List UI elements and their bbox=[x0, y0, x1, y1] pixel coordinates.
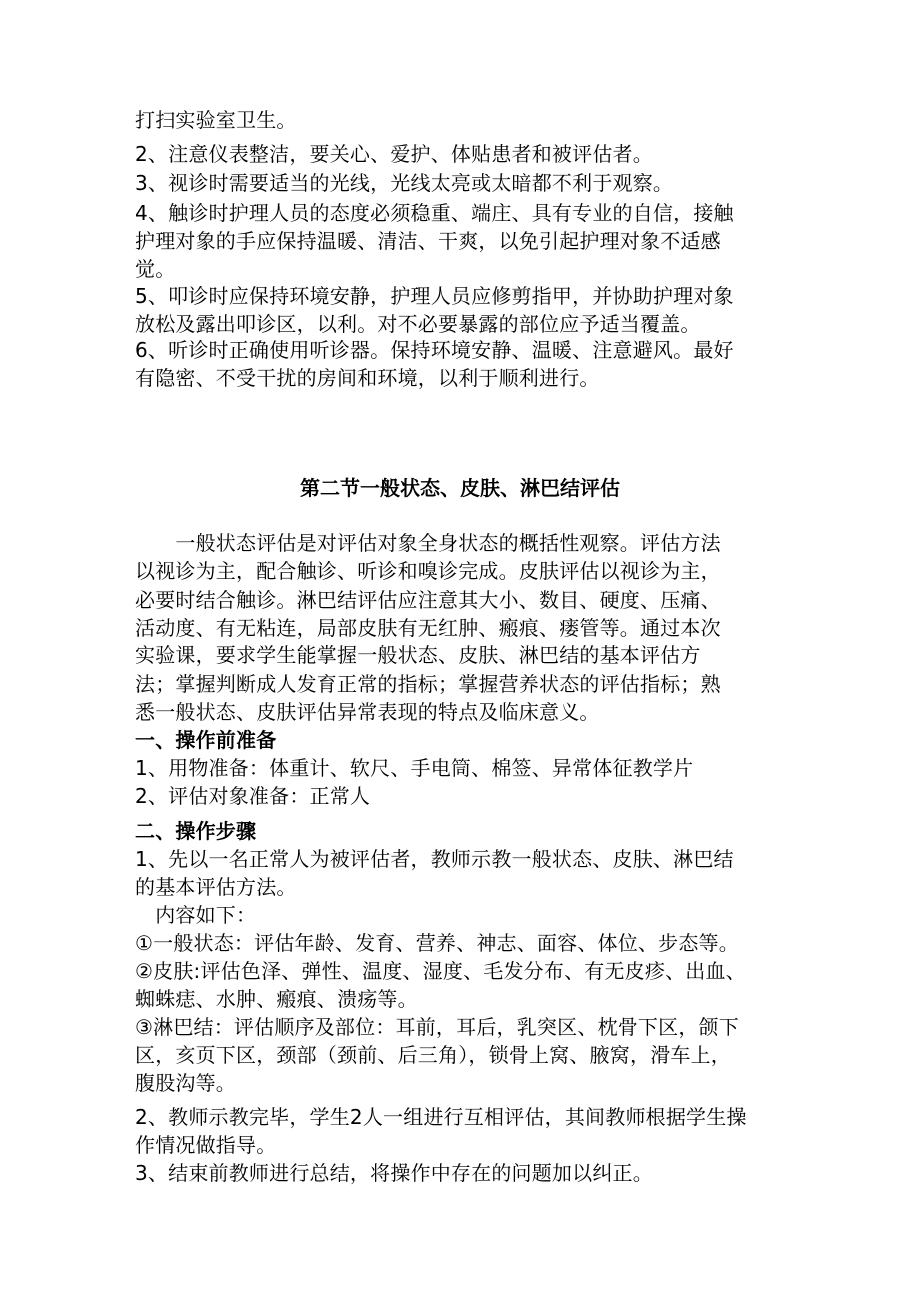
heading-prep: 一、操作前准备 bbox=[135, 728, 277, 752]
text-line: 5、叩诊时应保持环境安静，护理人员应修剪指甲，并协助护理对象 bbox=[135, 284, 734, 308]
step-line: ①一般状态：评估年龄、发育、营养、神志、面容、体位、步态等。 bbox=[135, 931, 739, 955]
intro-line: 活动度、有无粘连，局部皮肤有无红肿、瘢痕、瘘管等。通过本次 bbox=[135, 616, 721, 640]
text-line: 3、视诊时需要适当的光线，光线太亮或太暗都不利于观察。 bbox=[135, 171, 674, 195]
prep-line: 2、评估对象准备：正常人 bbox=[135, 784, 371, 808]
step-line: 内容如下： bbox=[135, 903, 257, 927]
step-line: ②皮肤:评估色泽、弹性、温度、湿度、毛发分布、有无皮疹、出血、 bbox=[135, 959, 746, 983]
prep-line: 1、用物准备：体重计、软尺、手电筒、棉签、异常体征教学片 bbox=[135, 756, 694, 780]
intro-line: 一般状态评估是对评估对象全身状态的概括性观察。评估方法 bbox=[135, 531, 721, 555]
text-line: 4、触诊时护理人员的态度必须稳重、端庄、具有专业的自信，接触 bbox=[135, 201, 734, 225]
intro-line: 以视诊为主，配合触诊、听诊和嗅诊完成。皮肤评估以视诊为主， bbox=[135, 559, 721, 583]
text-line: 有隐密、不受干扰的房间和环境，以利于顺利进行。 bbox=[135, 366, 600, 390]
step-line: ③淋巴结：评估顺序及部位：耳前，耳后，乳突区、枕骨下区，颌下 bbox=[135, 1015, 739, 1039]
step-line: 的基本评估方法。 bbox=[135, 875, 297, 899]
step-line: 3、结束前教师进行总结，将操作中存在的问题加以纠正。 bbox=[135, 1161, 653, 1185]
intro-line: 实验课，要求学生能掌握一般状态、皮肤、淋巴结的基本评估方 bbox=[135, 643, 701, 667]
section-title: 第二节一般状态、皮肤、淋巴结评估 bbox=[300, 476, 620, 500]
step-line: 2、教师示教完毕，学生2人一组进行互相评估，其间教师根据学生操 bbox=[135, 1105, 747, 1129]
intro-line: 法；掌握判断成人发育正常的指标；掌握营养状态的评估指标；熟 bbox=[135, 672, 721, 696]
text-line: 觉。 bbox=[135, 257, 176, 281]
text-line: 打扫实验室卫生。 bbox=[135, 108, 297, 132]
heading-steps: 二、操作步骤 bbox=[135, 819, 257, 843]
text-line: 2、注意仪表整洁，要关心、爱护、体贴患者和被评估者。 bbox=[135, 142, 653, 166]
intro-line: 悉一般状态、皮肤评估异常表现的特点及临床意义。 bbox=[135, 700, 600, 724]
step-line: 腹股沟等。 bbox=[135, 1071, 236, 1095]
step-line: 1、先以一名正常人为被评估者，教师示教一般状态、皮肤、淋巴结 bbox=[135, 847, 734, 871]
intro-line: 必要时结合触诊。淋巴结评估应注意其大小、数目、硬度、压痛、 bbox=[135, 588, 721, 612]
text-line: 6、听诊时正确使用听诊器。保持环境安静、温暖、注意避风。最好 bbox=[135, 338, 734, 362]
text-line: 放松及露出叩诊区，以利。对不必要暴露的部位应予适当覆盖。 bbox=[135, 312, 701, 336]
step-line: 蜘蛛痣、水肿、瘢痕、溃疡等。 bbox=[135, 987, 418, 1011]
text-line: 护理对象的手应保持温暖、清洁、干爽，以免引起护理对象不适感 bbox=[135, 229, 721, 253]
step-line: 区，亥页下区，颈部（颈前、后三角），锁骨上窝、腋窝，滑车上， bbox=[135, 1043, 731, 1067]
step-line: 作情况做指导。 bbox=[135, 1133, 277, 1157]
